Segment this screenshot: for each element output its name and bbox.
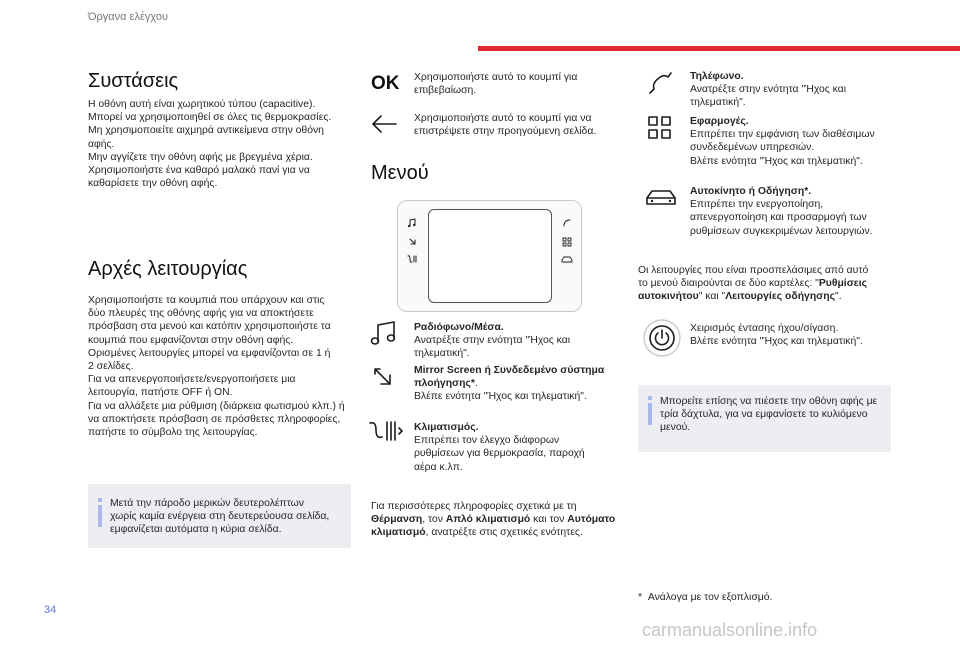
climate-description: Κλιματισμός. Επιτρέπει τον έλεγχο διάφορων ρυθμίσεων για θερμοκρασία, παροχή αέρα κ.λπ.	[414, 422, 585, 473]
telephone-description: Τηλέφωνο. Ανατρέξτε στην ενότητα "Ήχος και τηλεματική".	[690, 71, 847, 109]
car-icon	[561, 256, 573, 264]
page-number: 34	[44, 604, 57, 616]
section-title-principles: Αρχές λειτουργίας	[88, 258, 248, 280]
applications-description: Εφαρμογές. Επιτρέπει την εμφάνιση των διαθέσιμων συνδεδεμένων υπηρεσιών. Βλέπε ενότητα "Ήχος και τηλεματική".	[690, 116, 875, 167]
vehicle-driving-description: Αυτοκίνητο ή Οδήγηση*. Επιτρέπει την ενεργοποίηση, απενεργοποίηση και προσαρμογή των ρυθμίσεων συγκεκριμένων λειτουργιών.	[690, 186, 873, 237]
header-red-rule	[478, 46, 960, 51]
ok-icon: OK	[371, 73, 400, 94]
info-note-right: Μπορείτε επίσης να πιέσετε την οθόνη αφής με τρία δάχτυλα, για να εμφανίσετε το κυλιόμενο μενού.	[638, 385, 891, 452]
power-volume-knob-icon	[642, 318, 682, 358]
info-note-left: Μετά την πάροδο μερικών δευτερολέπτων χωρίς καμία ενέργεια στη δευτερεύουσα σελίδα, εμφανίζεται αυτόματα η κύρια σελίδα.	[88, 484, 351, 548]
apps-grid-icon	[562, 237, 572, 247]
mirror-screen-description: Mirror Screen ή Συνδεδεμένο σύστημα πλοήγησης*. Βλέπε ενότητα "Ήχος και τηλεματική".	[414, 365, 605, 403]
info-icon	[98, 498, 102, 502]
air-conditioning-icon	[368, 418, 404, 444]
radio-media-icon	[369, 320, 399, 346]
radio-description: Ραδιόφωνο/Μέσα. Ανατρέξτε στην ενότητα "Ήχος και τηλεματική".	[414, 322, 571, 360]
mirror-screen-icon	[408, 237, 418, 247]
screen-display	[428, 209, 552, 303]
touchscreen-illustration	[397, 200, 582, 312]
footnote: * Ανάλογα με τον εξοπλισμό.	[638, 592, 773, 603]
running-header: Όργανα ελέγχου	[88, 11, 168, 23]
climate-more-info: Για περισσότερες πληροφορίες σχετικά με τη Θέρμανση, τον Απλό κλιματισμό και τον Αυτόματο κλιματισμό, ανατρέξτε στις σχετικές ενότητες.	[371, 501, 616, 539]
section-title-recommendations: Συστάσεις	[88, 70, 179, 92]
climate-icon	[407, 254, 419, 264]
recommendations-text: Η οθόνη αυτή είναι χωρητικού τύπου (capacitive). Μπορεί να χρησιμοποιηθεί σε όλες τις θερμοκρασίες. Μη χρησιμοποιείτε αιχμηρά αντικείμενα στην οθόνη αφής. Μην αγγίζετε την οθόνη αφής με βρεγμένα χέρια. Χρησιμοποιήστε ένα καθαρό μαλακό πανί για να καθαρίσετε την οθόνη αφής.	[88, 99, 332, 190]
power-volume-description: Χειρισμός έντασης ήχου/σίγαση. Βλέπε ενότητα "Ήχος και τηλεματική".	[690, 323, 863, 348]
music-note-icon	[407, 218, 417, 228]
ok-description: Χρησιμοποιήστε αυτό το κουμπί για επιβεβαίωση.	[414, 72, 578, 97]
watermark: carmanualsonline.info	[642, 620, 818, 640]
vehicle-driving-icon	[644, 188, 678, 210]
principles-text: Χρησιμοποιήστε τα κουμπιά που υπάρχουν και στις δύο πλευρές της οθόνης αφής για να αποκτήσετε πρόσβαση στα μενού και κατόπιν χρησιμοποιήστε τα κουμπιά που εμφανίζονται στην οθόνη αφής. Ορισμένες λειτουργίες μπορεί να εμφανίζονται σε 1 ή 2 σελίδες. Για να απενεργοποιήσετε/ενεργοποιήσετε μια λειτουργία, πατήστε OFF ή ON. Για να αλλάξετε μια ρύθμιση (διάρκεια φωτισμού κλπ.) ή να αποκτήσετε πρόσβαση σε πρόσθετες πληροφορίες, πατήστε το σύμβολο της λειτουργίας.	[88, 295, 345, 439]
section-title-menu: Μενού	[371, 162, 429, 184]
functions-tabs-text: Οι λειτουργίες που είναι προσπελάσιμες από αυτό το μενού διαιρούνται σε δύο καρτέλες: "Ρυθμίσεις αυτοκινήτου" και "Λειτουργίες οδήγησης".	[638, 265, 869, 303]
back-description: Χρησιμοποιήστε αυτό το κουμπί για να επιστρέψετε στην προηγούμενη σελίδα.	[414, 113, 597, 138]
applications-icon	[647, 115, 673, 141]
info-icon	[648, 396, 652, 400]
telephone-icon	[645, 69, 675, 97]
mirror-screen-navigation-icon	[372, 366, 396, 390]
phone-icon	[562, 218, 572, 228]
back-arrow-icon	[369, 113, 399, 135]
